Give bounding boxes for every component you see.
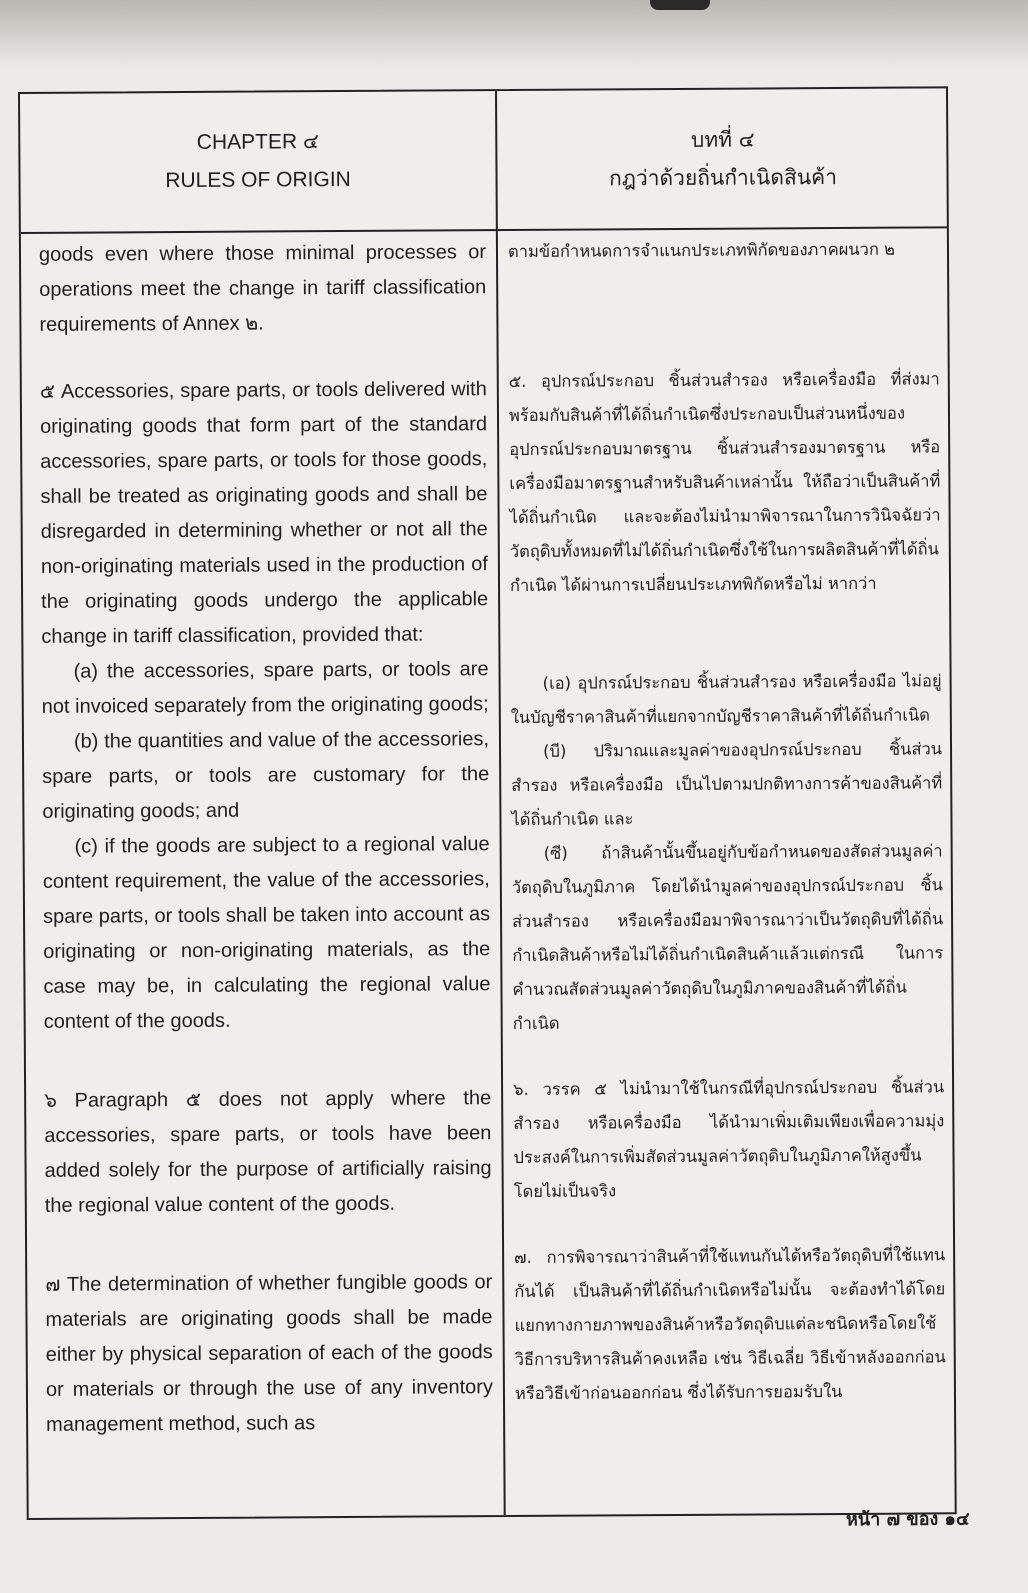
thai-column: [498, 228, 957, 1515]
en-paragraph-5c: (c) if the goods are subject to a regional value content requirement, the value of the accessories, spare parts, or tools shall be taken into account as originating or non-originating materials, as the case may be, in calculating the regional value content of the goods.: [42, 833, 491, 1033]
chapter-title-en: CHAPTER ๔: [196, 130, 319, 154]
bilingual-table: [18, 86, 957, 1520]
thai-header: [497, 88, 949, 229]
chapter-subtitle-th: กฎว่าด้วยถิ่นกำเนิดสินค้า: [609, 164, 838, 191]
th-paragraph-6: ๖. วรรค ๕ ไม่นำมาใช้ในกรณีที่อุปกรณ์ประกอบ ชิ้นส่วนสำรอง หรือเครื่องมือ ได้นำมาเพิ่มเติมเพียงเพื่อความมุ่งประสงค์ในการเพิ่มสัดส่วนมูลค่าวัตถุดิบในภูมิภาคให้สูงขึ้นโดยไม่เป็นจริง: [513, 1077, 945, 1201]
en-continuation: goods even where those minimal processes or operations meet the change in tariff classification requirements of Annex ๒.: [38, 241, 487, 336]
english-header: [20, 91, 496, 232]
binding-mark: [650, 0, 710, 10]
en-paragraph-6: ๖ Paragraph ๕ does not apply where the accessories, spare parts, or tools have been added solely for the purpose of artificially raising the regional value content of the goods.: [44, 1087, 492, 1217]
th-paragraph-7: ๗. การพิจารณาว่าสินค้าที่ใช้แทนกันได้หรือวัตถุดิบที่ใช้แทนกันได้ เป็นสินค้าที่ได้ถิ่นกำเนิดหรือไม่นั้น จะต้องทำได้โดยแยกทางกายภาพของสินค้าหรือวัตถุดิบแต่ละชนิดหรือโดยใช้วิธีการบริหารสินค้าคงเหลือ เช่น วิธีเฉลี่ย วิธีเข้าหลังออกก่อน หรือวิธีเข้าก่อนออกก่อน ซึ่งได้รับการยอมรับใน: [514, 1245, 946, 1403]
th-paragraph-5: ๕. อุปกรณ์ประกอบ ชิ้นส่วนสำรอง หรือเครื่องมือ ที่ส่งมาพร้อมกับสินค้าที่ได้ถิ่นกำเนิดซึ่งประกอบเป็นส่วนหนึ่งของอุปกรณ์ประกอบมาตรฐาน ชิ้นส่วนสำรองมาตรฐาน หรือเครื่องมือมาตรฐานสำหรับสินค้าเหล่านั้น ให้ถือว่าเป็นสินค้าที่ได้ถิ่นกำเนิด และจะต้องไม่นำมาพิจารณาในการวินิจฉัยว่าวัตถุดิบทั้งหมดที่ไม่ได้ถิ่นกำเนิดซึ่งใช้ในการผลิตสินค้าที่ได้ถิ่นกำเนิด ได้ผ่านการเปลี่ยนประเภทพิกัดหรือไม่ หากว่า: [508, 369, 941, 596]
th-paragraph-5a: (เอ) อุปกรณ์ประกอบ ชิ้นส่วนสำรอง หรือเครื่องมือ ไม่อยู่ในบัญชีราคาสินค้าที่แยกจากบัญชีราคาสินค้าที่ได้ถิ่นกำเนิด: [510, 671, 942, 728]
english-column: [21, 231, 504, 1518]
th-paragraph-5c: (ซี) ถ้าสินค้านั้นขึ้นอยู่กับข้อกำหนดของสัดส่วนมูลค่าวัตถุดิบในภูมิภาค โดยได้นำมูลค่าของอุปกรณ์ประกอบ ชิ้นส่วนสำรอง หรือเครื่องมือมาพิจารณาว่าเป็นวัตถุดิบที่ได้ถิ่นกำเนิดสินค้าหรือไม่ได้ถิ่นกำเนิดสินค้าแล้วแต่กรณี ในการคำนวณสัดส่วนมูลค่าวัตถุดิบในภูมิภาคของสินค้าที่ได้ถิ่นกำเนิด: [511, 841, 944, 1033]
th-paragraph-5b: (บี) ปริมาณและมูลค่าของอุปกรณ์ประกอบ ชิ้นส่วนสำรอง หรือเครื่องมือ เป็นไปตามปกติทางการค้าของสินค้าที่ได้ถิ่นกำเนิด และ: [511, 739, 943, 829]
chapter-title-th: บทที่ ๔: [690, 127, 755, 152]
page-shadow: [0, 0, 1028, 70]
en-paragraph-5a: (a) the accessories, spare parts, or tools are not invoiced separately from the originating goods;: [41, 658, 489, 718]
en-paragraph-5: ๕ Accessories, spare parts, or tools delivered with originating goods that form part of the standard accessories, spare parts, or tools for those goods, shall be treated as originating goods and shall be disregarded in determining whether or not all the non-originating materials used in the production of the originating goods undergo the applicable change in tariff classification, provided that:: [39, 378, 489, 648]
chapter-subtitle-en: RULES OF ORIGIN: [165, 167, 351, 193]
page-number: หน้า ๗ ของ ๑๔: [845, 1508, 970, 1531]
en-paragraph-7: ๗ The determination of whether fungible goods or materials are originating goods shall be made either by physical separation of each of the goods or materials or through the use of any inventory management method, such as: [45, 1271, 493, 1436]
th-continuation: ตามข้อกำหนดการจำแนกประเภทพิกัดของภาคผนวก ๒: [507, 239, 896, 262]
en-paragraph-5b: (b) the quantities and value of the accessories, spare parts, or tools are customary for the originating goods; and: [42, 728, 490, 823]
